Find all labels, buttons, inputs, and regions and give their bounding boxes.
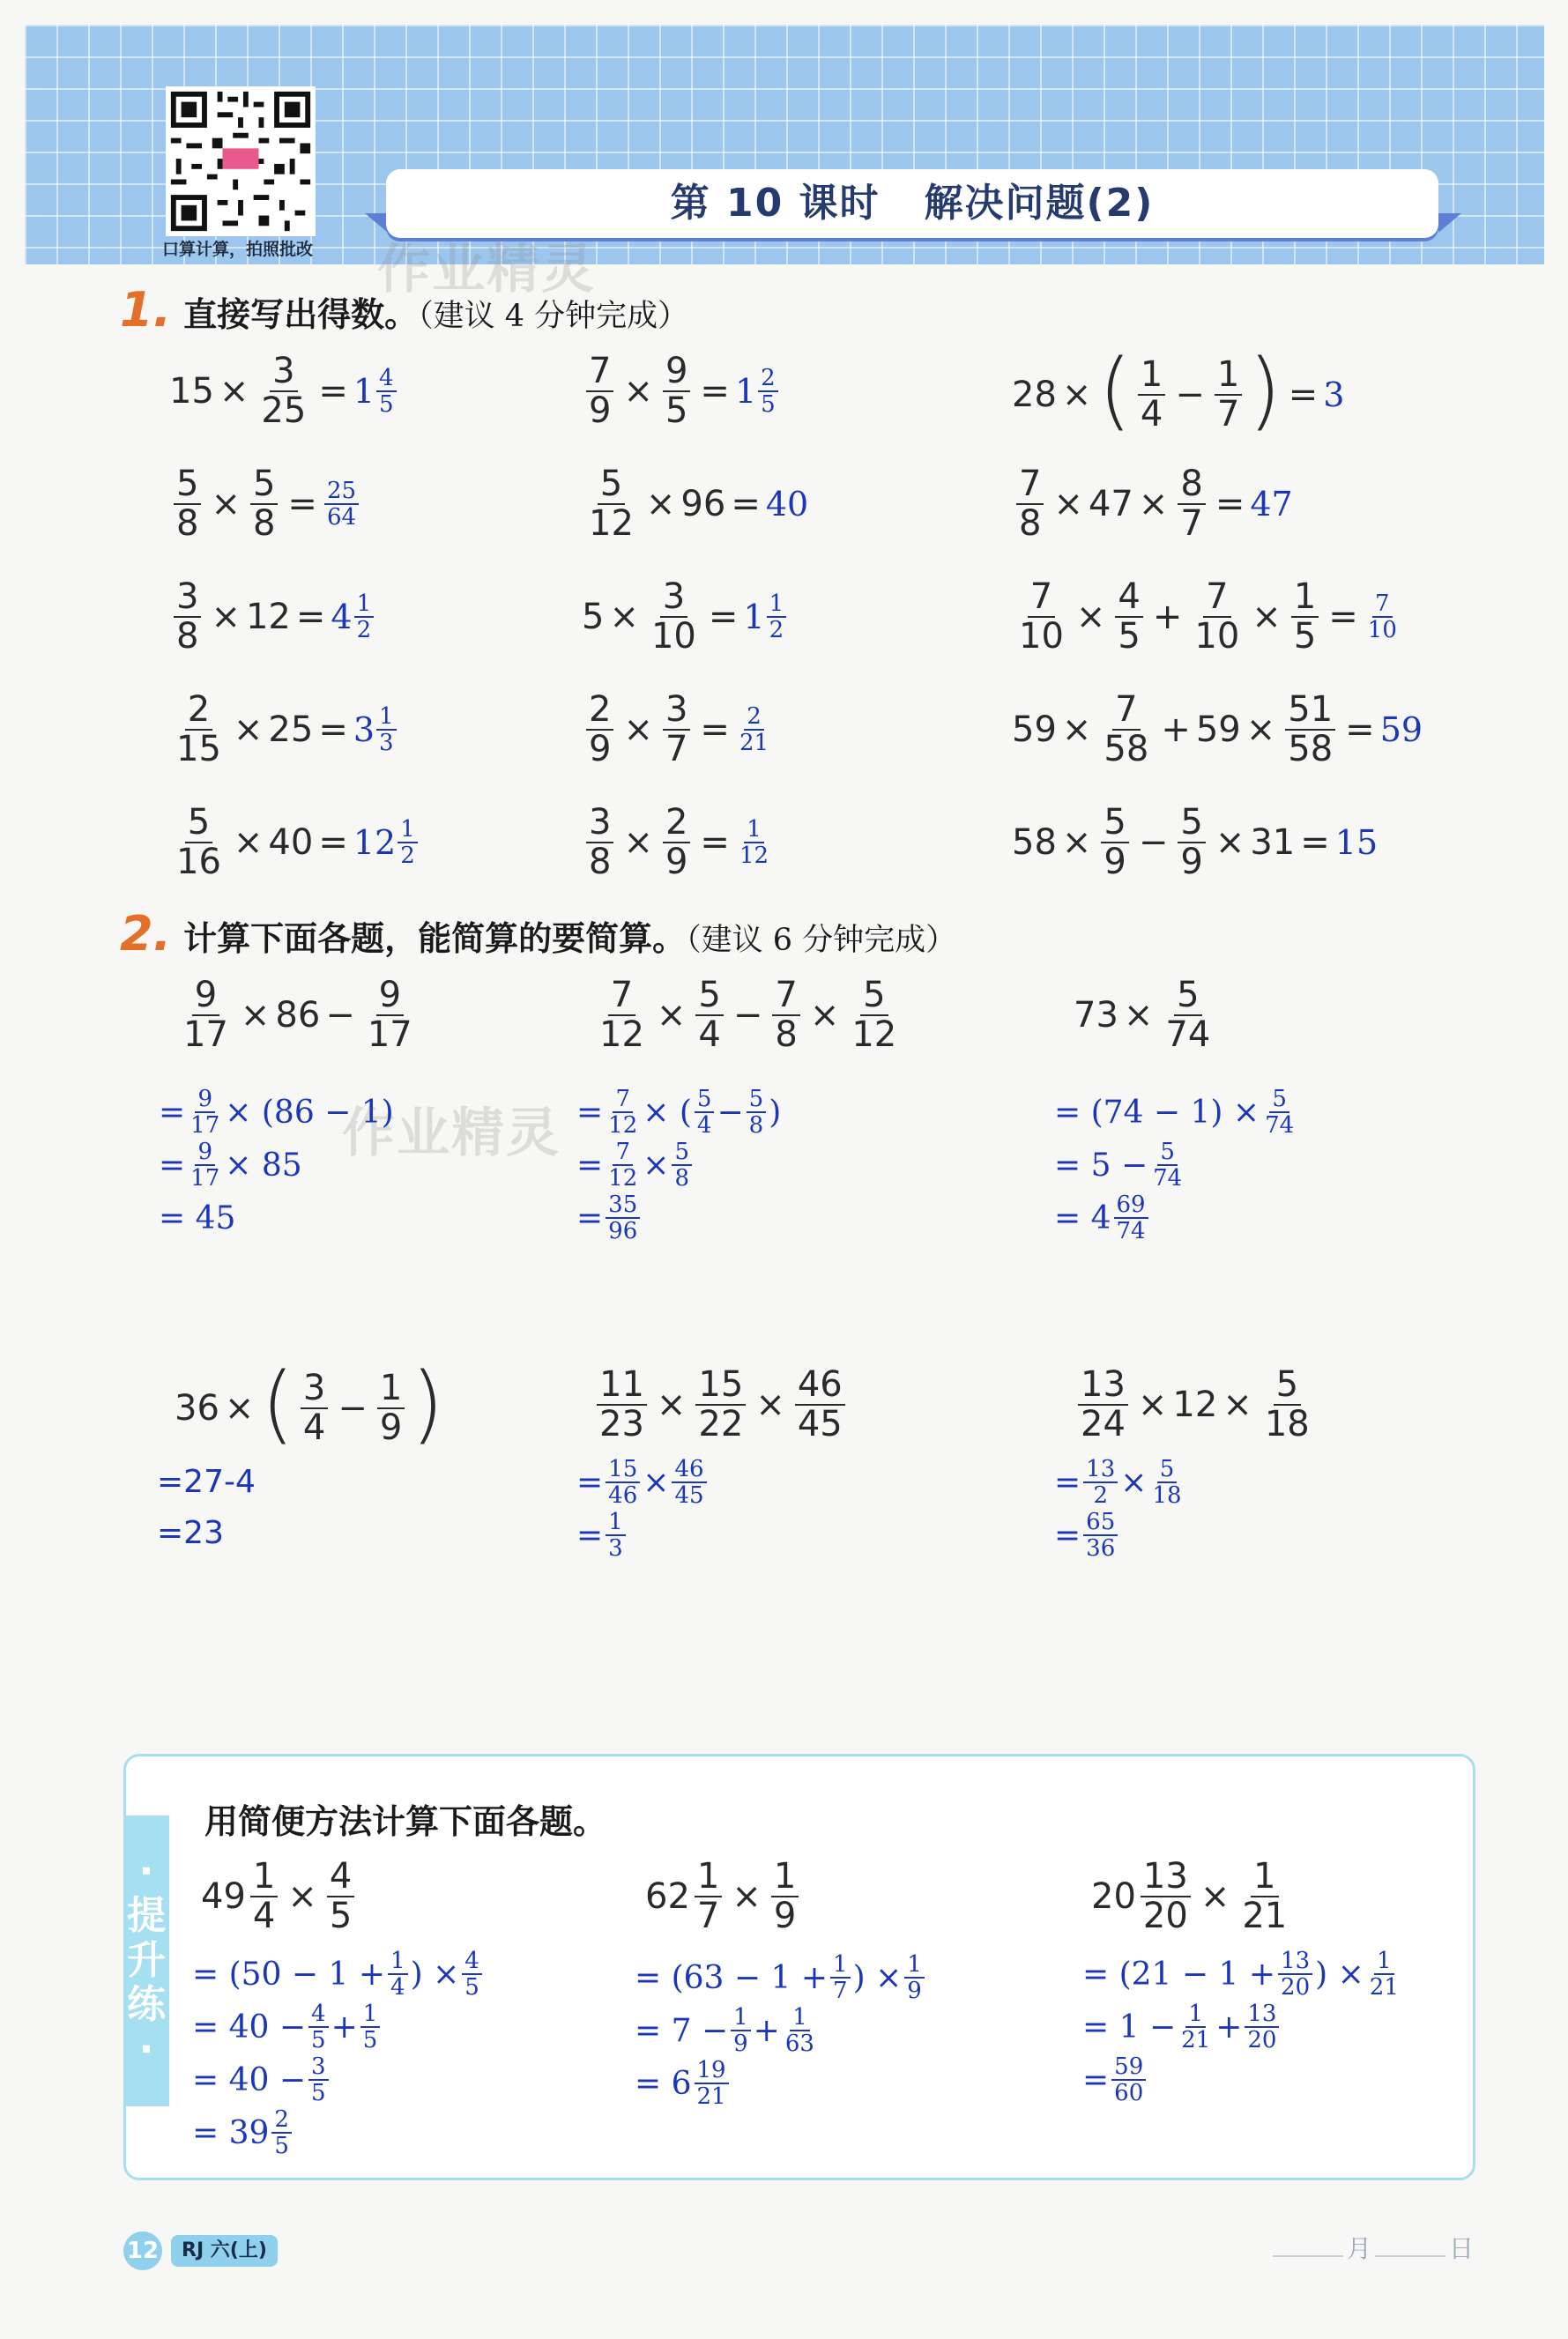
answer-8: 1 $\frac{1}{2}$ xyxy=(743,591,788,642)
answer-2: 1 $\frac{2}{5}$ xyxy=(735,366,780,417)
mental-math-problem-15: 58 × $\frac{5}{9}$ − $\frac{5}{9}$ × 31 = 15 xyxy=(1012,802,1379,883)
calc-problem-2: $\frac{7}{12}$ × $\frac{5}{4}$ − $\frac{7}{8}$ × $\frac{5}{12}$ xyxy=(599,975,897,1056)
answer-12: 59 xyxy=(1379,710,1423,750)
improve-work-1: = (50 − 1 + $\frac{1}{4}$ ) × $\frac{4}{5}$ = 40 − $\frac{4}{5}$ + $\frac{1}{5}$ = 40 − $\frac{3}{5}$ = 39 $\frac{2}{5}$ xyxy=(192,1948,485,2159)
answer-13: 12 $\frac{1}{2}$ xyxy=(353,817,420,868)
watermark: 作业精灵 xyxy=(377,239,596,301)
section-number: 1. xyxy=(120,282,172,338)
mental-math-problem-10: $\frac{2}{15}$ × 25 = 3 $\frac{1}{3}$ xyxy=(169,691,398,769)
section-instruction: 直接写出得数。 xyxy=(183,295,419,334)
handwritten-work-4 xyxy=(157,1456,256,1558)
lesson-number: 第 10 课时 xyxy=(670,181,881,226)
answer-1: 1 $\frac{4}{5}$ xyxy=(353,366,398,417)
mental-math-problem-5: $\frac{5}{12}$ × 96 = 40 xyxy=(589,464,809,545)
day-label: 日 xyxy=(1449,2234,1475,2263)
mental-math-problem-9: $\frac{7}{10}$ × $\frac{4}{5}$ + $\frac{7}{10}$ × $\frac{1}{5}$ = $\frac{7}{10}$ xyxy=(1012,578,1401,656)
answer-14: $\frac{1}{12}$ xyxy=(739,816,769,870)
watermark: 作业精灵 xyxy=(342,1103,561,1164)
calc-problem-5: $\frac{11}{23}$ × $\frac{15}{22}$ × $\frac{46}{45}$ xyxy=(592,1366,850,1444)
answer-3: 3 xyxy=(1323,375,1345,414)
mental-math-problem-6: $\frac{7}{8}$ × 47 × $\frac{8}{7}$ = 47 xyxy=(1012,465,1293,543)
lesson-topic: 解决问题(2) xyxy=(924,181,1155,226)
calc-work-1: = $\frac{9}{17}$ × (86 − 1) = $\frac{9}{17}$ × 85 = 45 xyxy=(159,1085,394,1236)
handwritten-line: =27-4 xyxy=(157,1463,256,1500)
edition-label: RJ 六(上) xyxy=(171,2235,278,2267)
section-number: 2. xyxy=(120,906,172,962)
answer-11: $\frac{2}{21}$ xyxy=(739,703,769,757)
qr-code-icon[interactable] xyxy=(166,86,316,236)
section-2-title xyxy=(120,906,956,962)
qr-caption: 口算计算，拍照批改 xyxy=(162,240,314,259)
calc-problem-4: 36 × ( $\frac{3}{4}$ − $\frac{1}{9}$ ) xyxy=(175,1355,444,1453)
section-hint: （建议 6 分钟完成） xyxy=(686,923,957,958)
answer-10: 3 $\frac{1}{3}$ xyxy=(353,704,398,755)
calc-work-2: = $\frac{7}{12}$ × ( $\frac{5}{4}$ − $\frac{5}{8}$ ) = $\frac{7}{12}$ × $\frac{5}{8}$ = $\frac{35}{96}$ xyxy=(576,1085,782,1244)
mental-math-problem-1: 15 × $\frac{3}{25}$ = 1 $\frac{4}{5}$ xyxy=(169,353,398,430)
answer-9: $\frac{7}{10}$ xyxy=(1367,590,1397,644)
handwritten-line: =23 xyxy=(157,1514,224,1551)
answer-7: 4 $\frac{1}{2}$ xyxy=(331,591,375,642)
answer-15: 15 xyxy=(1334,823,1379,863)
calc-work-5: = $\frac{15}{46}$ × $\frac{46}{45}$ = $\frac{1}{3}$ xyxy=(576,1456,710,1562)
improve-practice-title: 用简便方法计算下面各题。 xyxy=(204,1802,607,1841)
mental-math-problem-11: $\frac{2}{9}$ × $\frac{3}{7}$ = $\frac{2}{21}$ xyxy=(582,691,773,769)
page-number: 12 xyxy=(123,2231,162,2270)
calc-problem-1: $\frac{9}{17}$ × 86 − $\frac{9}{17}$ xyxy=(183,975,412,1056)
mental-math-problem-14: $\frac{3}{8}$ × $\frac{2}{9}$ = $\frac{1}{12}$ xyxy=(582,804,773,881)
calc-work-3: = (74 − 1) × $\frac{5}{74}$ = 5 − $\frac{5}{74}$ = 4 $\frac{69}{74}$ xyxy=(1054,1085,1295,1244)
month-label: 月 xyxy=(1347,2234,1372,2263)
answer-5: 40 xyxy=(765,485,809,524)
improve-problem-1: 49 $\frac{1}{4}$ × $\frac{4}{5}$ xyxy=(201,1858,359,1935)
section-hint: （建议 4 分钟完成） xyxy=(418,299,689,334)
mental-math-problem-4: $\frac{5}{8}$ × $\frac{5}{8}$ = $\frac{25}{64}$ xyxy=(169,465,360,543)
mental-math-problem-13: $\frac{5}{16}$ × 40 = 12 $\frac{1}{2}$ xyxy=(169,804,420,881)
answer-6: 47 xyxy=(1250,485,1293,524)
calc-work-6: = $\frac{13}{2}$ × $\frac{5}{18}$ = $\frac{65}{36}$ xyxy=(1054,1455,1182,1562)
improve-problem-2: 62 $\frac{1}{7}$ × $\frac{1}{9}$ xyxy=(645,1858,803,1935)
mental-math-problem-8: 5 × $\frac{3}{10}$ = 1 $\frac{1}{2}$ xyxy=(582,578,788,656)
improve-practice-label: · 提 升 练 · xyxy=(123,1816,169,2106)
mental-math-problem-7: $\frac{3}{8}$ × 12 = 4 $\frac{1}{2}$ xyxy=(169,578,375,656)
mental-math-problem-2: $\frac{7}{9}$ × $\frac{9}{5}$ = 1 $\frac{2}{5}$ xyxy=(582,353,780,430)
answer-4: $\frac{25}{64}$ xyxy=(323,479,360,530)
date-field[interactable] xyxy=(1269,2230,1474,2265)
calc-problem-3: 73 × $\frac{5}{74}$ xyxy=(1074,975,1211,1056)
title-tab-right xyxy=(1438,213,1461,233)
improve-problem-3: 20 $\frac{13}{20}$ × $\frac{1}{21}$ xyxy=(1091,1856,1288,1937)
section-instruction: 计算下面各题，能简算的要简算。 xyxy=(183,919,687,958)
improve-work-3: = (21 − 1 + $\frac{13}{20}$ ) × $\frac{1}{21}$ = 1 − $\frac{1}{21}$ + $\frac{13}{20}$ = $\frac{59}{60}$ xyxy=(1082,1947,1399,2106)
mental-math-problem-3: 28 × ( $\frac{1}{4}$ − $\frac{1}{7}$ ) = 3 xyxy=(1012,341,1345,440)
calc-problem-6: $\frac{13}{24}$ × 12 × $\frac{5}{18}$ xyxy=(1074,1366,1317,1444)
mental-math-problem-12: 59 × $\frac{7}{58}$ + 59 × $\frac{51}{58}$ = 59 xyxy=(1012,689,1423,770)
section-1-title xyxy=(120,282,688,338)
improve-work-2: = (63 − 1 + $\frac{1}{7}$ ) × $\frac{1}{9}$ = 7 − $\frac{1}{9}$ + $\frac{1}{63}$ = 6 $\frac{19}{21}$ xyxy=(635,1951,927,2110)
